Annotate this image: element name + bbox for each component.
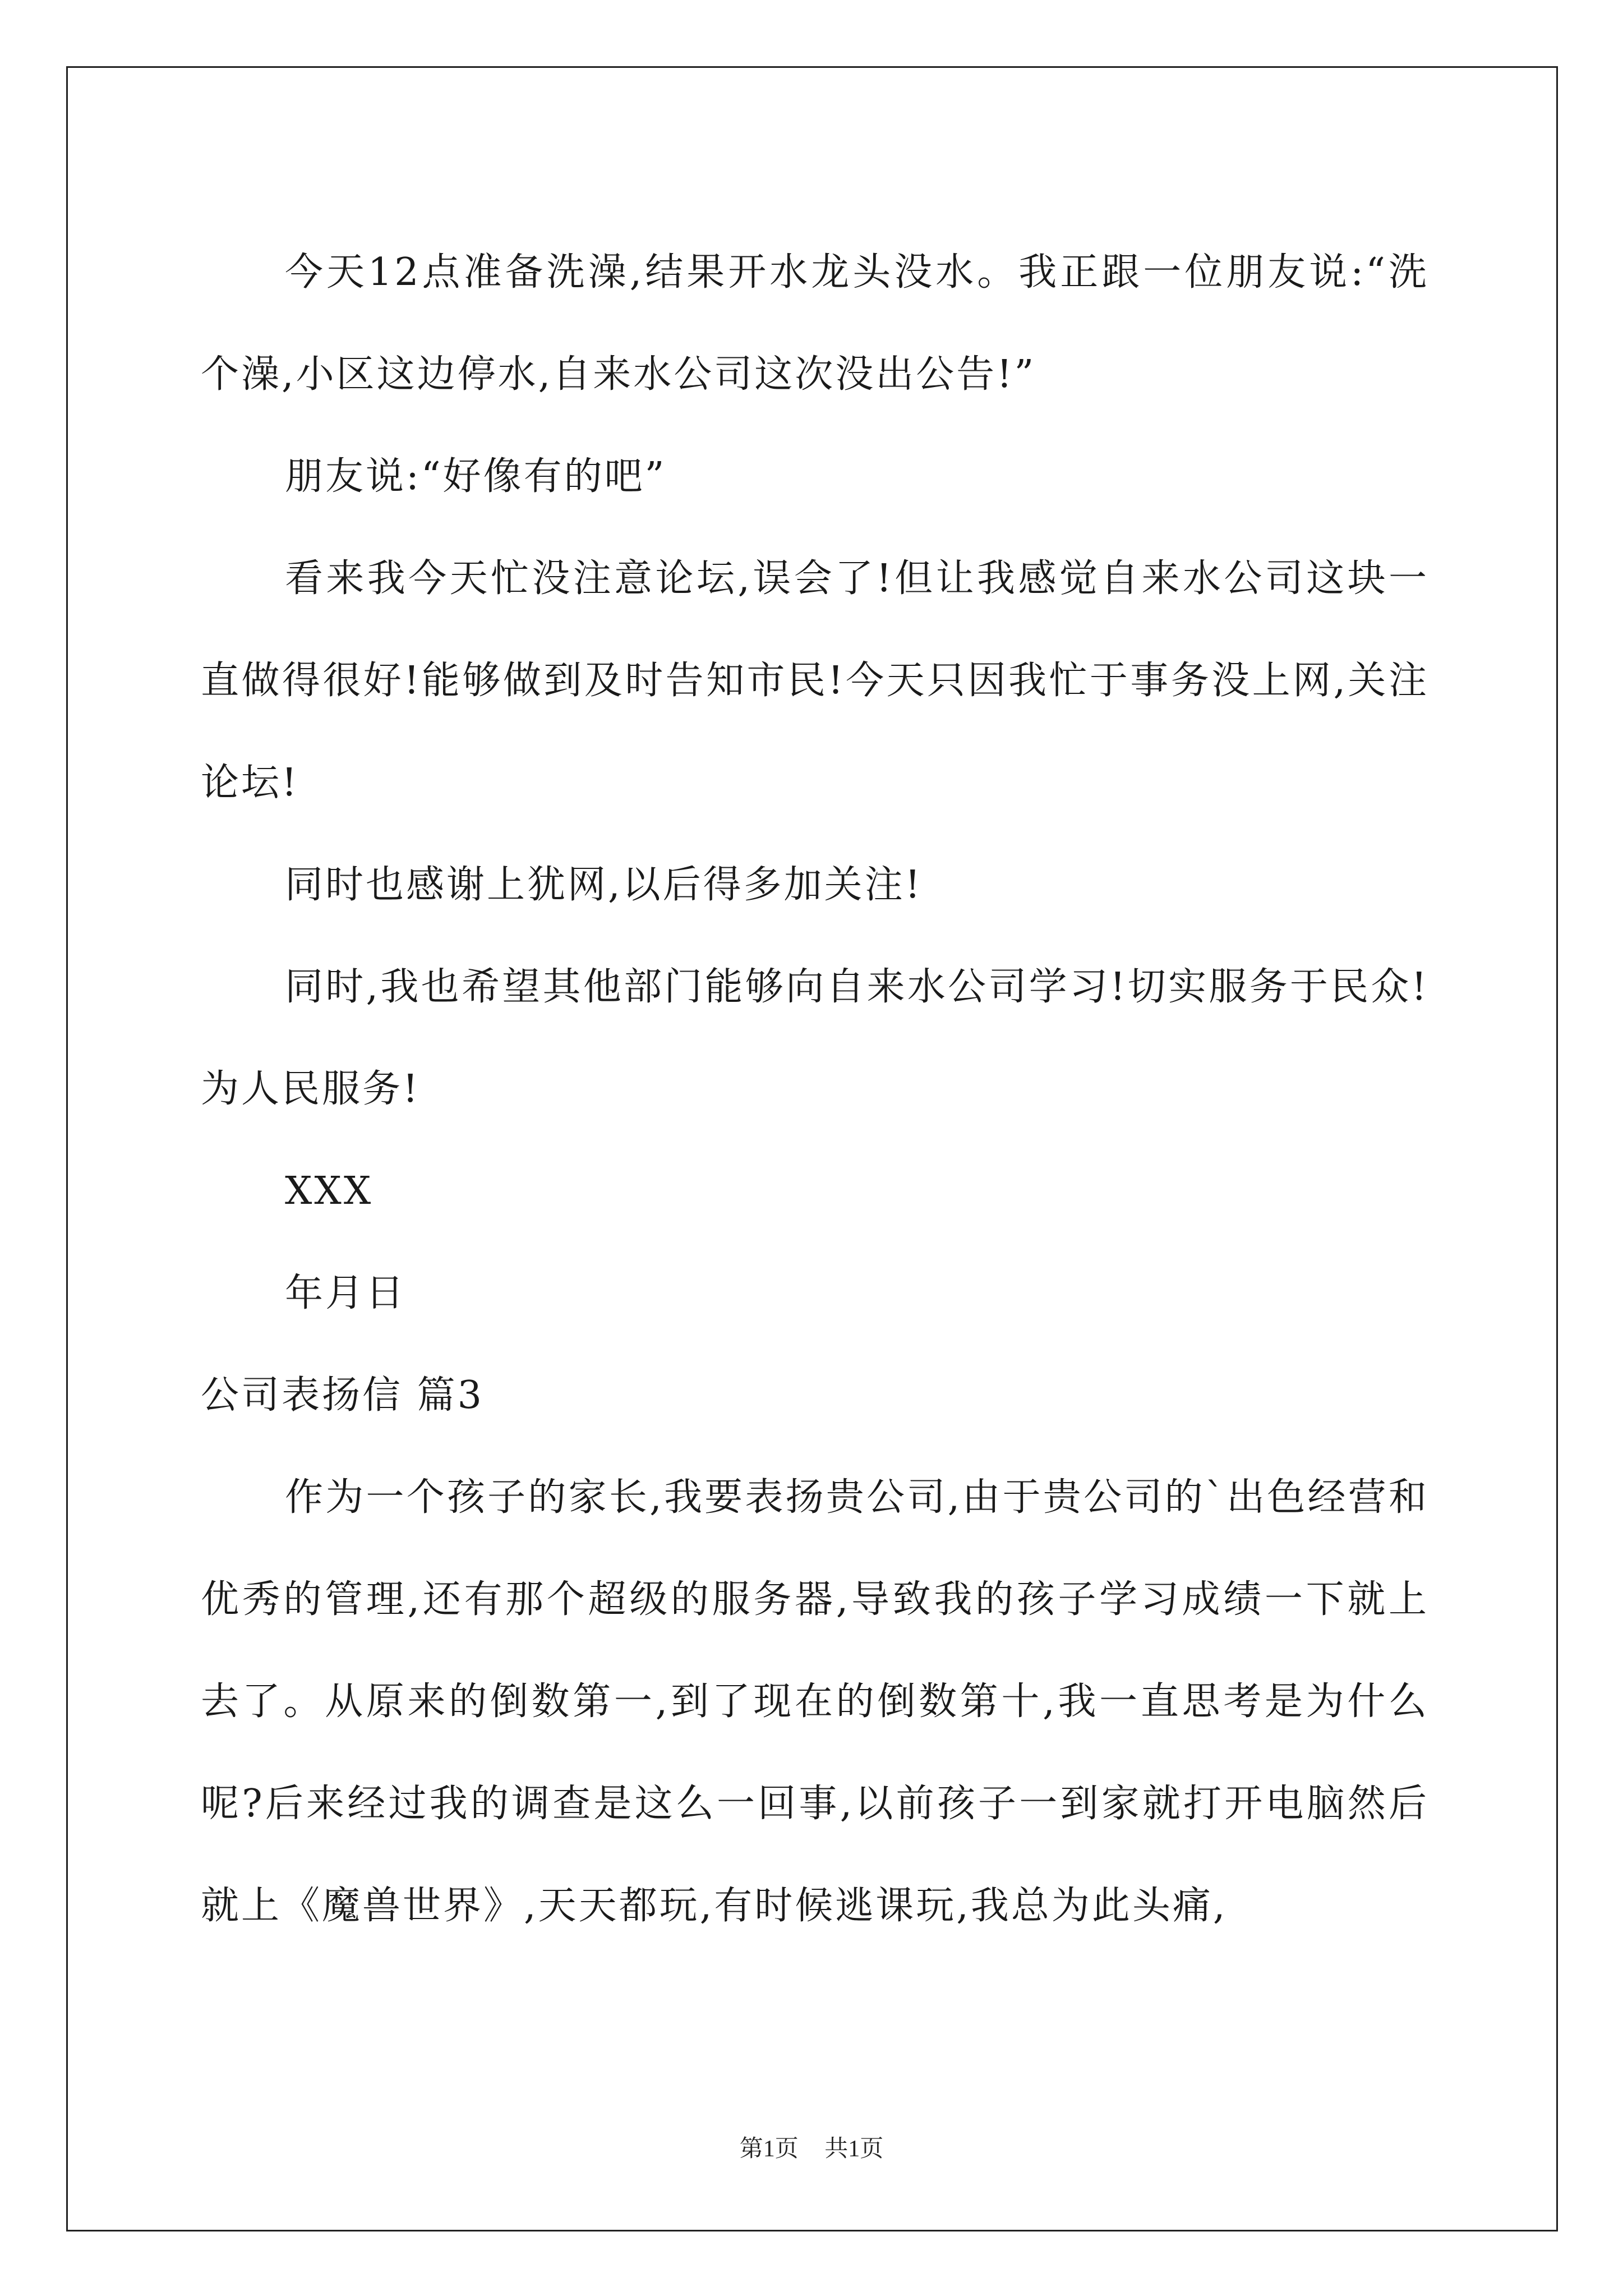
page-total: 共1页 (824, 2136, 884, 2162)
paragraph-2: 朋友说:“好像有的吧” (285, 454, 667, 499)
document-body (201, 222, 1429, 1957)
page-number: 第1页 (739, 2136, 799, 2162)
signature-date: 年月日 (285, 1271, 407, 1315)
paragraph-4: 同时也感谢上犹网,以后得多加关注! (285, 863, 923, 907)
paragraph-3: 看来我今天忙没注意论坛,误会了!但让我感觉自来水公司这块一直做得很好!能够做到及时告知市民!今天只因我忙于事务没上网,关注论坛! (201, 556, 1429, 805)
section-heading: 公司表扬信 篇3 (201, 1373, 484, 1418)
paragraph-5: 同时,我也希望其他部门能够向自来水公司学习!切实服务于民众!为人民服务! (201, 965, 1429, 1111)
signature-name: XXX (285, 1169, 374, 1213)
page-footer (0, 2130, 1623, 2164)
paragraph-6: 作为一个孩子的家长,我要表扬贵公司,由于贵公司的`出色经营和优秀的管理,还有那个超级的服务器,导致我的孩子学习成绩一下就上去了。从原来的倒数第一,到了现在的倒数第十,我一直思考是为什么呢?后来经过我的调查是这么一回事,以前孩子一到家就打开电脑然后就上《魔兽世界》,天天都玩,有时候逃课玩,我总为此头痛, (201, 1475, 1429, 1928)
paragraph-1: 今天12点准备洗澡,结果开水龙头没水。我正跟一位朋友说:“洗个澡,小区这边停水,自来水公司这次没出公告!” (201, 250, 1429, 397)
